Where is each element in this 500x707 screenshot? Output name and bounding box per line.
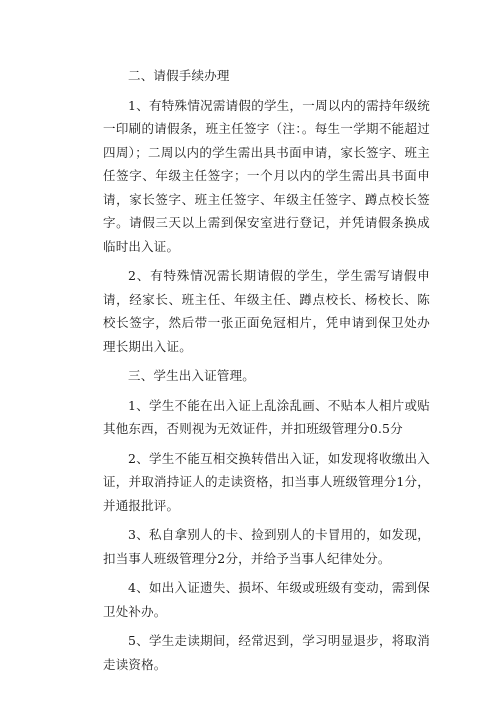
paragraph-pass-rule-1: 1、学生不能在出入证上乱涂乱画、不贴本人相片或贴其他东西，否则视为无效证件，并扣班级管理分0.5分 (103, 397, 430, 436)
paragraph-short-leave: 1、有特殊情况需请假的学生，一周以内的需持年级统一印刷的请假条，班主任签字（注：。每生一学期不能超过四周）；二周以内的学生需出具书面申请，家长签字、班主任签字、年级主任签字；一个月以内的学生需出具书面申请，家长签字、班主任签字、年级主任签字、蹲点校长签字。请假三天以上需到保安室进行登记，并凭请假条换成临时出入证。 (103, 97, 430, 254)
paragraph-pass-rule-2: 2、学生不能互相交换转借出入证，如发现将收缴出入证，并取消持证人的走读资格，扣当事人班级管理分1分，并通报批评。 (103, 450, 430, 513)
paragraph-long-leave: 2、有特殊情况需长期请假的学生，学生需写请假申请，经家长、班主任、年级主任、蹲点校长、杨校长、陈校长签字，然后带一张正面免冠相片，凭申请到保卫处办理长期出入证。 (103, 268, 430, 354)
paragraph-pass-rule-4: 4、如出入证遗失、损坏、年级或班级有变动，需到保卫处补办。 (103, 580, 430, 619)
section-heading-leave-procedure: 二、请假手续办理 (128, 68, 230, 83)
paragraph-pass-rule-5: 5、学生走读期间，经常迟到，学习明显退步，将取消走读资格。 (103, 633, 430, 672)
section-heading-pass-management: 三、学生出入证管理。 (128, 368, 256, 383)
document-body (103, 64, 430, 676)
paragraph-pass-rule-3: 3、私自拿别人的卡、捡到别人的卡冒用的，如发现，扣当事人班级管理分2分，并给予当事人纪律处分。 (103, 527, 430, 566)
